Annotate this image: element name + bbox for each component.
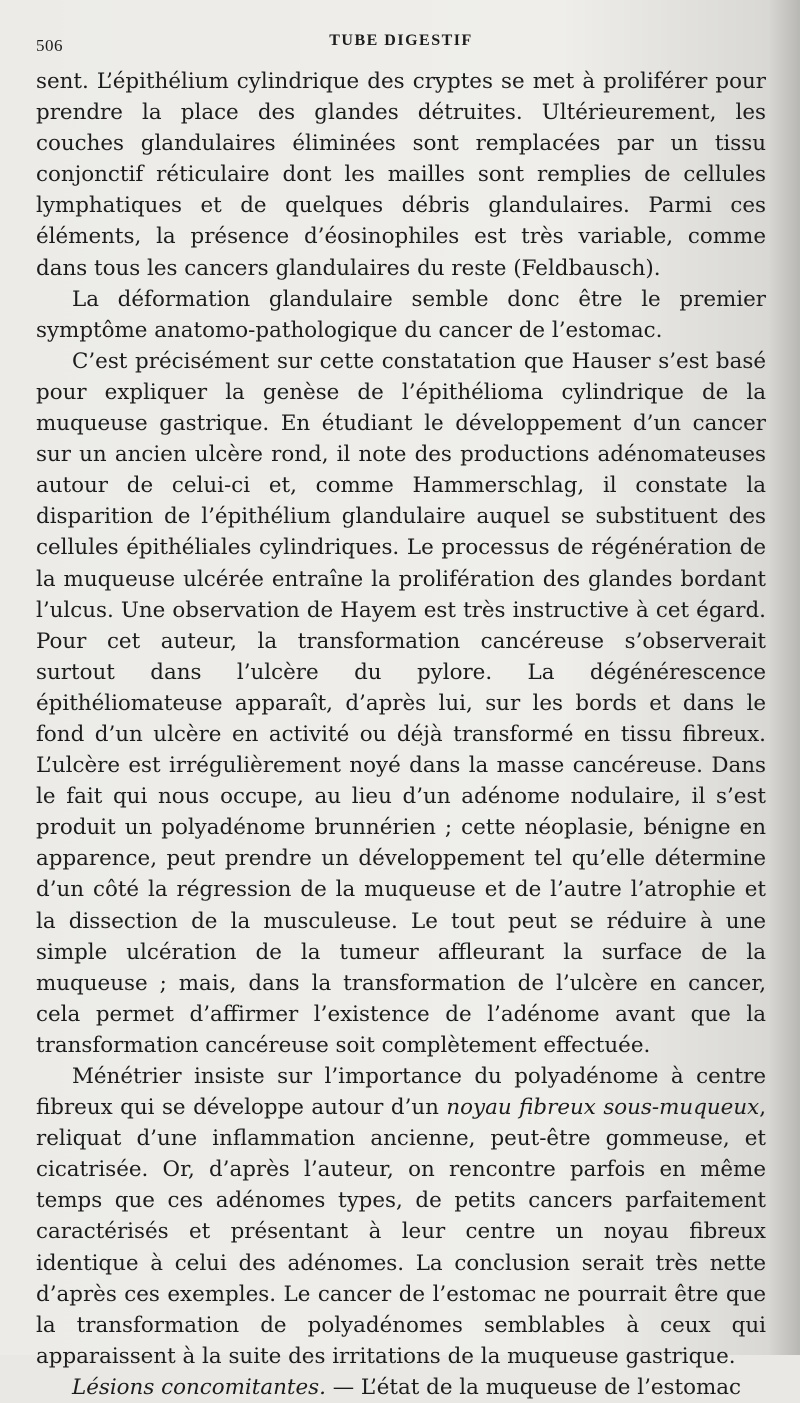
running-title: TUBE DIGESTIF bbox=[329, 32, 473, 49]
paragraph bbox=[36, 1372, 766, 1403]
paragraph bbox=[36, 66, 766, 284]
paragraph-text: La déformation glandulaire semble donc être le premier symptôme anatomo-pathologique du cancer de l’estomac. bbox=[36, 286, 766, 343]
paragraph bbox=[36, 284, 766, 346]
paragraph-text: C’est précisément sur cette constatation que Hauser s’est basé pour expliquer la genèse de l’épithélioma cylindrique de la muqueuse gastrique. En étudiant le développement d’un cancer sur un ancien ulcère rond, il note des productions adénomateuses autour de celui-ci et, comme Hammerschlag, il constate la disparition de l’épithélium glandulaire auquel se substituent des cellules épithéliales cylindriques. Le processus de régénération de la muqueuse ulcérée entraîne la prolifération des glandes bordant l’ulcus. Une observation de Hayem est très instructive à cet égard. Pour cet auteur, la transformation cancéreuse s’observerait surtout dans l’ulcère du pylore. La dégénérescence épithéliomateuse apparaît, d’après lui, sur les bords et dans le fond d’un ulcère en activité ou déjà transformé en tissu fibreux. L’ulcère est irrégulièrement noyé dans la masse cancéreuse. Dans le fait qui nous occupe, au lieu d’un adénome nodulaire, il s’est produit un polyadénome brunnérien ; cette néoplasie, bénigne en apparence, peut prendre un développement tel qu’elle détermine d’un côté la régression de la muqueuse et de l’autre l’atrophie et la dissection de la musculeuse. Le tout peut se réduire à une simple ulcération de la tumeur affleurant la surface de la muqueuse ; mais, dans la transformation de l’ulcère en cancer, cela permet d’affirmer l’existence de l’adénome avant que la transformation cancéreuse soit complètement effectuée. bbox=[36, 348, 766, 1058]
paragraph-text: sent. L’épithélium cylindrique des cryptes se met à proliférer pour prendre la place des glandes détruites. Ultérieurement, les couches glandulaires éliminées sont remplacées par un tissu conjonctif réticulaire dont les mailles sont remplies de cellules lymphatiques et de quelques débris glandulaires. Parmi ces éléments, la présence d’éosinophiles est très variable, comme dans tous les cancers glandulaires du reste (Feldbausch). bbox=[36, 69, 766, 281]
running-head bbox=[36, 30, 766, 66]
paragraph bbox=[36, 1061, 766, 1372]
paragraph bbox=[36, 346, 766, 1061]
italic-text: Lésions concomitantes. bbox=[72, 1374, 326, 1400]
italic-text: noyau fibreux sous-muqueux bbox=[446, 1095, 760, 1121]
paragraph-text: — L’état de la muqueuse de l’estomac bbox=[325, 1374, 742, 1400]
body-text bbox=[36, 66, 766, 1403]
page-number: 506 bbox=[36, 36, 63, 55]
paragraph-text: , reliquat d’une inflammation ancienne, peut-être gommeuse, et cicatrisée. Or, d’après l’auteur, on rencontre parfois en même temps que ces adénomes types, de petits cancers parfaitement caractérisés et présentant à leur centre un noyau fibreux identique à celui des adénomes. La conclusion serait très nette d’après ces exemples. Le cancer de l’estomac ne pourrait être que la transformation de polyadénomes semblables à ceux qui apparaissent à la suite des irritations de la muqueuse gastrique. bbox=[36, 1095, 766, 1369]
paragraph-text: Ménétrier insiste sur l’importance du polyadénome à centre fibreux qui se développe autour d’un bbox=[36, 1064, 766, 1121]
